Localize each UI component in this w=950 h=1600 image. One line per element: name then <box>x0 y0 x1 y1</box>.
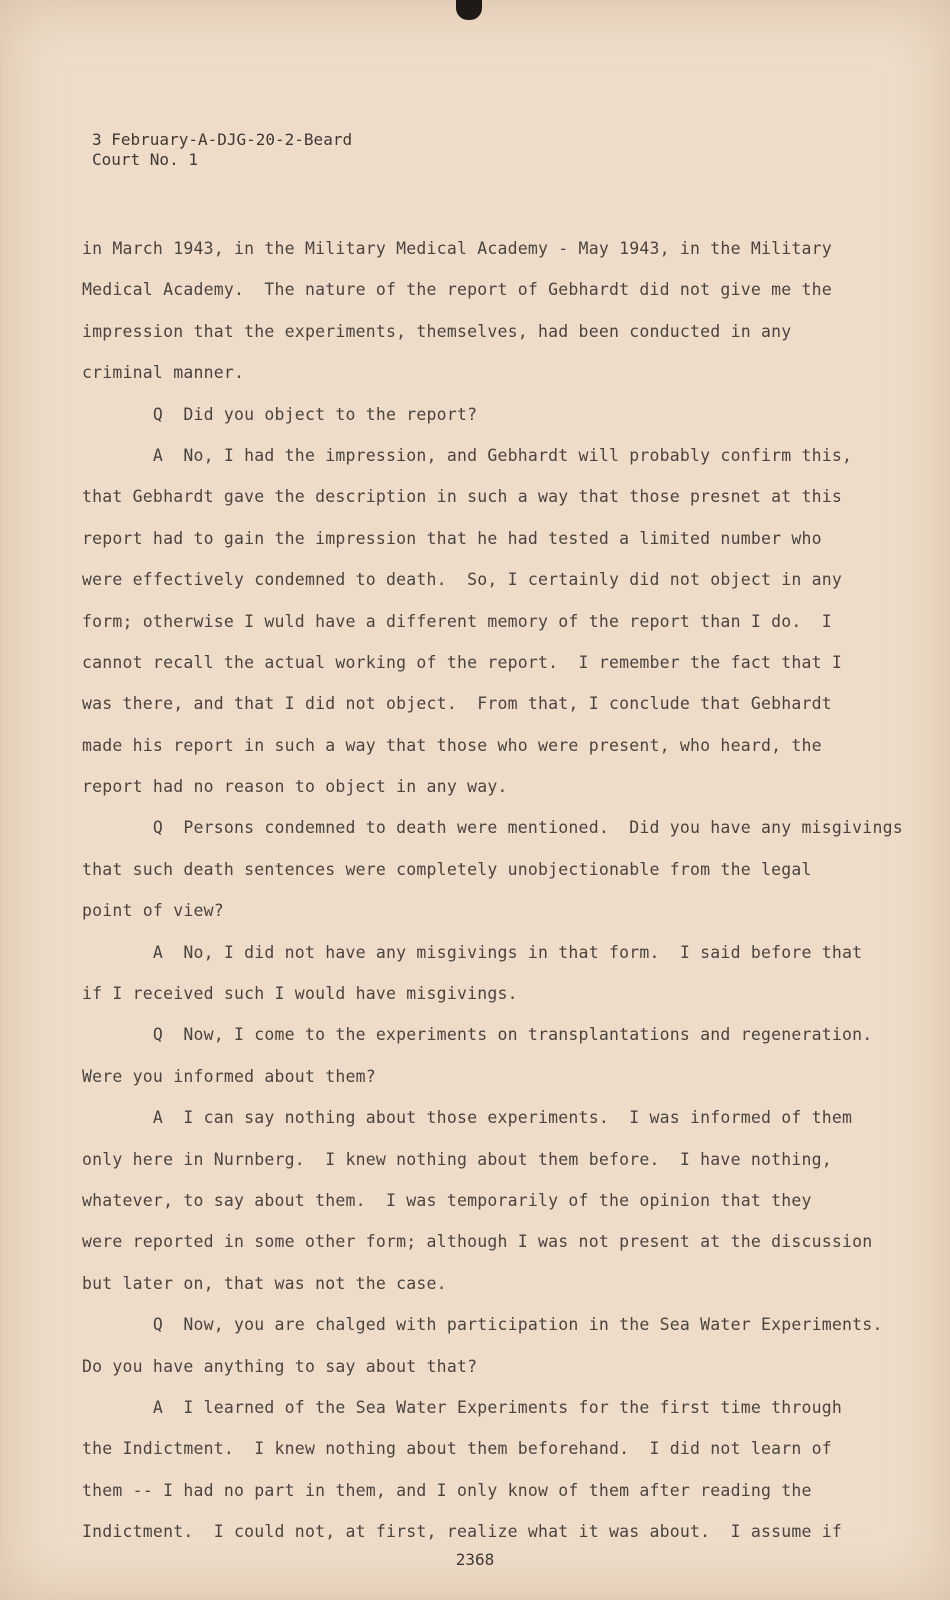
transcript-body <box>82 228 903 1553</box>
transcript-line: Q Persons condemned to death were mentioned. Did you have any misgivings <box>82 818 903 838</box>
transcript-line: A I can say nothing about those experiments. I was informed of them <box>82 1108 853 1128</box>
transcript-line: whatever, to say about them. I was temporarily of the opinion that they <box>82 1190 812 1210</box>
transcript-line: report had no reason to object in any way. <box>82 777 508 797</box>
transcript-line: form; otherwise I wuld have a different memory of the report than I do. I <box>82 611 832 631</box>
transcript-line: Q Did you object to the report? <box>82 404 478 424</box>
transcript-line: cannot recall the actual working of the report. I remember the fact that I <box>82 652 843 672</box>
transcript-line: A No, I had the impression, and Gebhardt will probably confirm this, <box>82 445 853 465</box>
transcript-line: Q Now, you are chalged with participation in the Sea Water Experiments. <box>82 1315 883 1335</box>
transcript-line: if I received such I would have misgivings. <box>82 984 518 1004</box>
transcript-line: Q Now, I come to the experiments on transplantations and regeneration. <box>82 1025 873 1045</box>
transcript-line: A I learned of the Sea Water Experiments for the first time through <box>82 1397 843 1417</box>
transcript-line: them -- I had no part in them, and I only know of them after reading the <box>82 1480 812 1500</box>
transcript-line: point of view? <box>82 901 224 921</box>
transcript-line: Were you informed about them? <box>82 1066 376 1086</box>
transcript-line: made his report in such a way that those who were present, who heard, the <box>82 735 822 755</box>
transcript-line: were reported in some other form; although I was not present at the discussion <box>82 1232 873 1252</box>
transcript-line: impression that the experiments, themselves, had been conducted in any <box>82 321 792 341</box>
document-header <box>92 130 352 170</box>
transcript-line: that Gebhardt gave the description in such a way that those presnet at this <box>82 487 843 507</box>
transcript-line: that such death sentences were completely unobjectionable from the legal <box>82 859 812 879</box>
transcript-line: Medical Academy. The nature of the report of Gebhardt did not give me the <box>82 280 832 300</box>
header-line-2: Court No. 1 <box>92 150 198 169</box>
transcript-line: only here in Nurnberg. I knew nothing about them before. I have nothing, <box>82 1149 832 1169</box>
page-number: 2368 <box>455 1550 495 1569</box>
punch-hole <box>456 0 482 20</box>
transcript-line: in March 1943, in the Military Medical Academy - May 1943, in the Military <box>82 239 832 258</box>
transcript-line: Do you have anything to say about that? <box>82 1356 478 1376</box>
transcript-line: was there, and that I did not object. From that, I conclude that Gebhardt <box>82 694 832 714</box>
transcript-line: were effectively condemned to death. So, I certainly did not object in any <box>82 570 843 590</box>
transcript-line: the Indictment. I knew nothing about them beforehand. I did not learn of <box>82 1439 832 1459</box>
transcript-line: but later on, that was not the case. <box>82 1273 447 1293</box>
header-line-1: 3 February-A-DJG-20-2-Beard <box>92 130 353 149</box>
transcript-line: A No, I did not have any misgivings in that form. I said before that <box>82 942 863 962</box>
transcript-line: Indictment. I could not, at first, realize what it was about. I assume if <box>82 1522 843 1542</box>
transcript-line: report had to gain the impression that he had tested a limited number who <box>82 528 822 548</box>
transcript-line: criminal manner. <box>82 363 245 383</box>
